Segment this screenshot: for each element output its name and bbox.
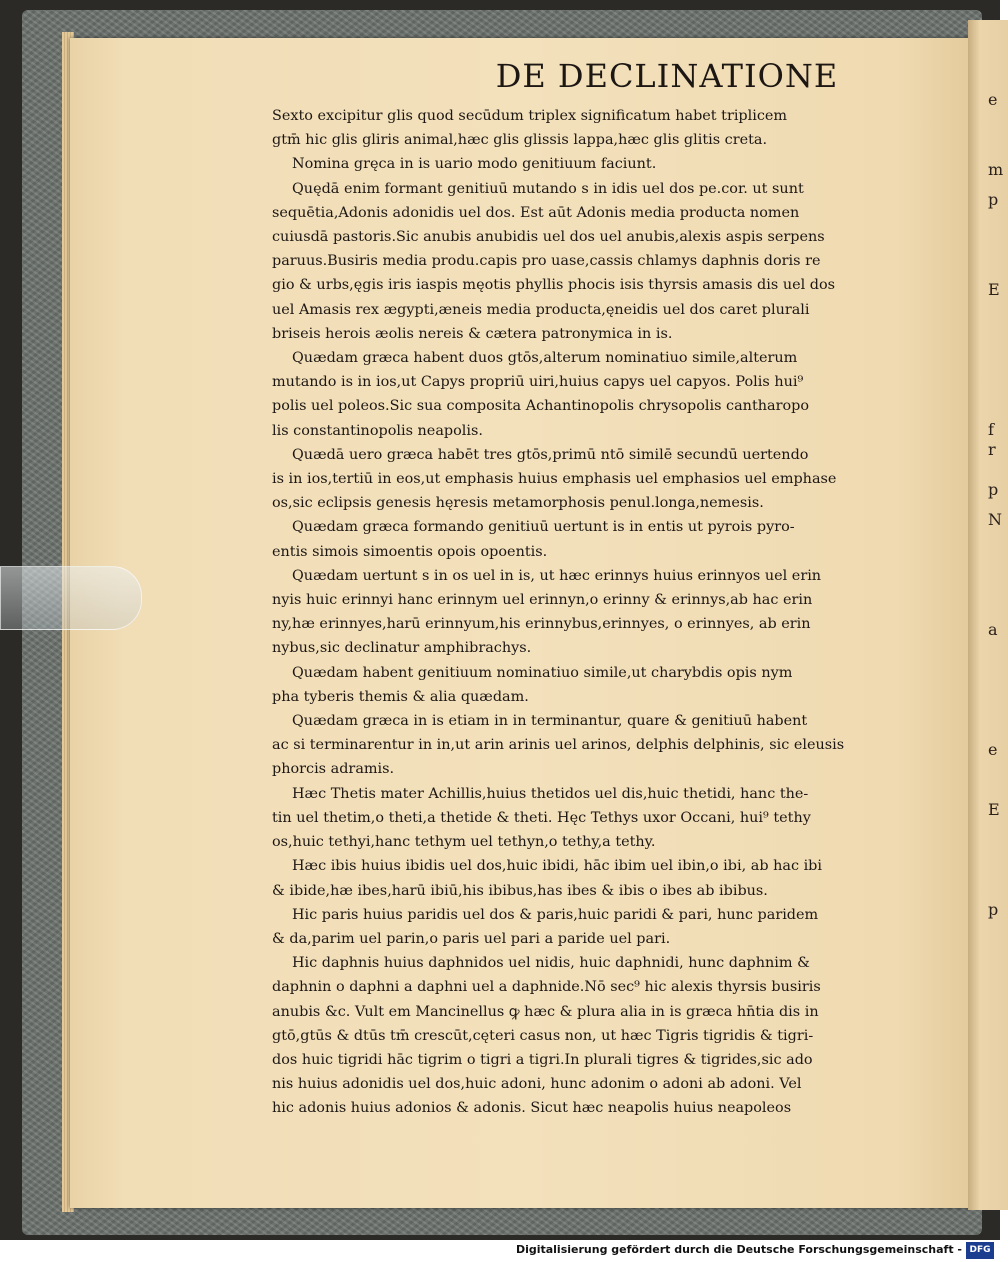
text-line: sequētia,Adonis adonidis uel dos. Est aūt Adonis media producta nomen — [272, 204, 800, 221]
text-line: Hæc Thetis mater Achillis,huius thetidos uel dis,huic thetidi, hanc the- — [292, 785, 809, 802]
text-line: ny,hæ erinnyes,harū erinnyum,his erinnybus,erinnyes, o erinnyes, ab erin — [272, 616, 811, 633]
text-line: Quædam græca habent duos gtōs,alterum nominatiuo simile,alterum — [292, 350, 798, 367]
next-page-fragment: E — [988, 280, 1000, 299]
text-line: gio & urbs,ęgis iris iaspis męotis phyllis phocis isis thyrsis amasis dis uel dos — [272, 277, 836, 294]
text-line: gtō,gtūs & dtūs tm̄ crescūt,cęteri casus non, ut hæc Tigris tigridis & tigri- — [272, 1027, 814, 1044]
bookmark-strip — [0, 566, 142, 630]
text-line: Quædam uertunt s in os uel in is, ut hæc erinnys huius erinnyos uel erin — [292, 567, 822, 584]
next-page-fragment: f — [988, 420, 994, 439]
next-page-fragment: p — [988, 900, 999, 919]
funding-notice: Digitalisierung gefördert durch die Deutsche Forschungsgemeinschaft - — [515, 1243, 962, 1256]
text-line: Hic daphnis huius daphnidos uel nidis, huic daphnidi, hunc daphnim & — [292, 955, 810, 972]
text-line: nis huius adonidis uel dos,huic adoni, hunc adonim o adoni ab adoni. Vel — [272, 1076, 802, 1093]
text-line: Quædam græca in is etiam in in terminantur, quare & genitiuū habent — [292, 713, 808, 730]
next-page-fragment: p — [988, 480, 999, 499]
text-line: phorcis adramis. — [272, 761, 395, 778]
text-line: & ibide,hæ ibes,harū ibiū,his ibibus,has ibes & ibis o ibes ab ibibus. — [272, 882, 768, 899]
text-line: Sexto excipitur glis quod secūdum triplex significatum habet triplicem — [272, 108, 788, 124]
text-line: uel Amasis rex ægypti,æneis media producta,ęneidis uel dos caret plurali — [272, 301, 810, 318]
next-page-fragment: r — [988, 440, 996, 459]
text-line: tin uel thetim,o theti,a thetide & theti. Hęc Tethys uxor Occani, hui⁹ tethy — [272, 809, 811, 826]
text-line: Quædā uero græca habēt tres gtōs,primū ntō similē secundū uertendo — [292, 446, 809, 463]
text-line: polis uel poleos.Sic sua composita Achantinopolis chrysopolis cantharopo — [272, 398, 809, 415]
text-line: Hæc ibis huius ibidis uel dos,huic ibidi, hāc ibim uel ibin,o ibi, ab hac ibi — [292, 858, 823, 875]
text-line: lis constantinopolis neapolis. — [272, 422, 483, 439]
text-line: dos huic tigridi hāc tigrim o tigri a tigri.In plurali tigres & tigrides,sic ado — [272, 1051, 813, 1068]
page-text-block — [272, 52, 912, 1121]
text-line: briseis herois æolis nereis & cætera patronymica in is. — [272, 325, 673, 342]
text-line: Quædam habent genitiuum nominatiuo simile,ut charybdis opis nym — [292, 664, 793, 681]
next-page-fragment: p — [988, 190, 999, 209]
page-title: DE DECLINATIONE — [495, 57, 839, 95]
text-line: is in ios,tertiū in eos,ut emphasis huius emphasis uel emphasios uel emphase — [272, 471, 837, 488]
text-lines — [272, 104, 912, 1121]
next-page-fragment: a — [988, 620, 998, 639]
text-line: mutando is in ios,ut Capys propriū uiri,huius capys uel capyos. Polis hui⁹ — [272, 374, 804, 391]
text-line: os,sic eclipsis genesis hęresis metamorphosis penul.longa,nemesis. — [272, 495, 764, 512]
text-line: Hic paris huius paridis uel dos & paris,huic paridi & pari, hunc paridem — [292, 906, 819, 923]
text-line: paruus.Busiris media produ.capis pro uase,cassis chlamys daphnis doris re — [272, 253, 821, 270]
text-line: os,huic tethyi,hanc tethym uel tethyn,o tethy,a tethy. — [272, 834, 656, 851]
next-page-fragment: e — [988, 740, 998, 759]
text-line: Quędā enim formant genitiuū mutando s in idis uel dos pe.cor. ut sunt — [292, 180, 804, 197]
footer-bar — [0, 1240, 1000, 1262]
next-page-fragment: m — [988, 160, 1004, 179]
text-line: hic adonis huius adonios & adonis. Sicut hæc neapolis huius neapoleos — [272, 1100, 792, 1117]
text-line: daphnin o daphni a daphni uel a daphnide.Nō sec⁹ hic alexis thyrsis busiris — [272, 979, 821, 996]
text-line: Nomina gręca in is uario modo genitiuum faciunt. — [292, 156, 657, 173]
next-page-edge — [968, 20, 1008, 1210]
text-line: gtm̄ hic glis gliris animal,hæc glis glissis lappa,hæc glis glitis creta. — [272, 132, 768, 149]
text-line: nybus,sic declinatur amphibrachys. — [272, 640, 532, 657]
next-page-fragment: e — [988, 90, 998, 109]
next-page-fragment: E — [988, 800, 1000, 819]
text-line: Quædam græca formando genitiuū uertunt is in entis ut pyrois pyro- — [292, 519, 795, 536]
text-line: anubis &c. Vult em Mancinellus ꝙ hæc & plura alia in is græca hn̄tia dis in — [272, 1003, 819, 1020]
text-line: entis simois simoentis opois opoentis. — [272, 543, 548, 560]
next-page-fragment: N — [988, 510, 1002, 529]
text-line: pha tyberis themis & alia quædam. — [272, 688, 529, 705]
text-line: nyis huic erinnyi hanc erinnym uel erinnyn,o erinny & erinnys,ab hac erin — [272, 592, 813, 609]
text-line: & da,parim uel parin,o paris uel pari a paride uel pari. — [272, 930, 671, 947]
text-line: ac si terminarentur in in,ut arin arinis uel arinos, delphis delphinis, sic eleusis — [272, 737, 845, 754]
dfg-logo: DFG — [966, 1242, 994, 1259]
text-line: cuiusdā pastoris.Sic anubis anubidis uel dos uel anubis,alexis aspis serpens — [272, 229, 825, 246]
